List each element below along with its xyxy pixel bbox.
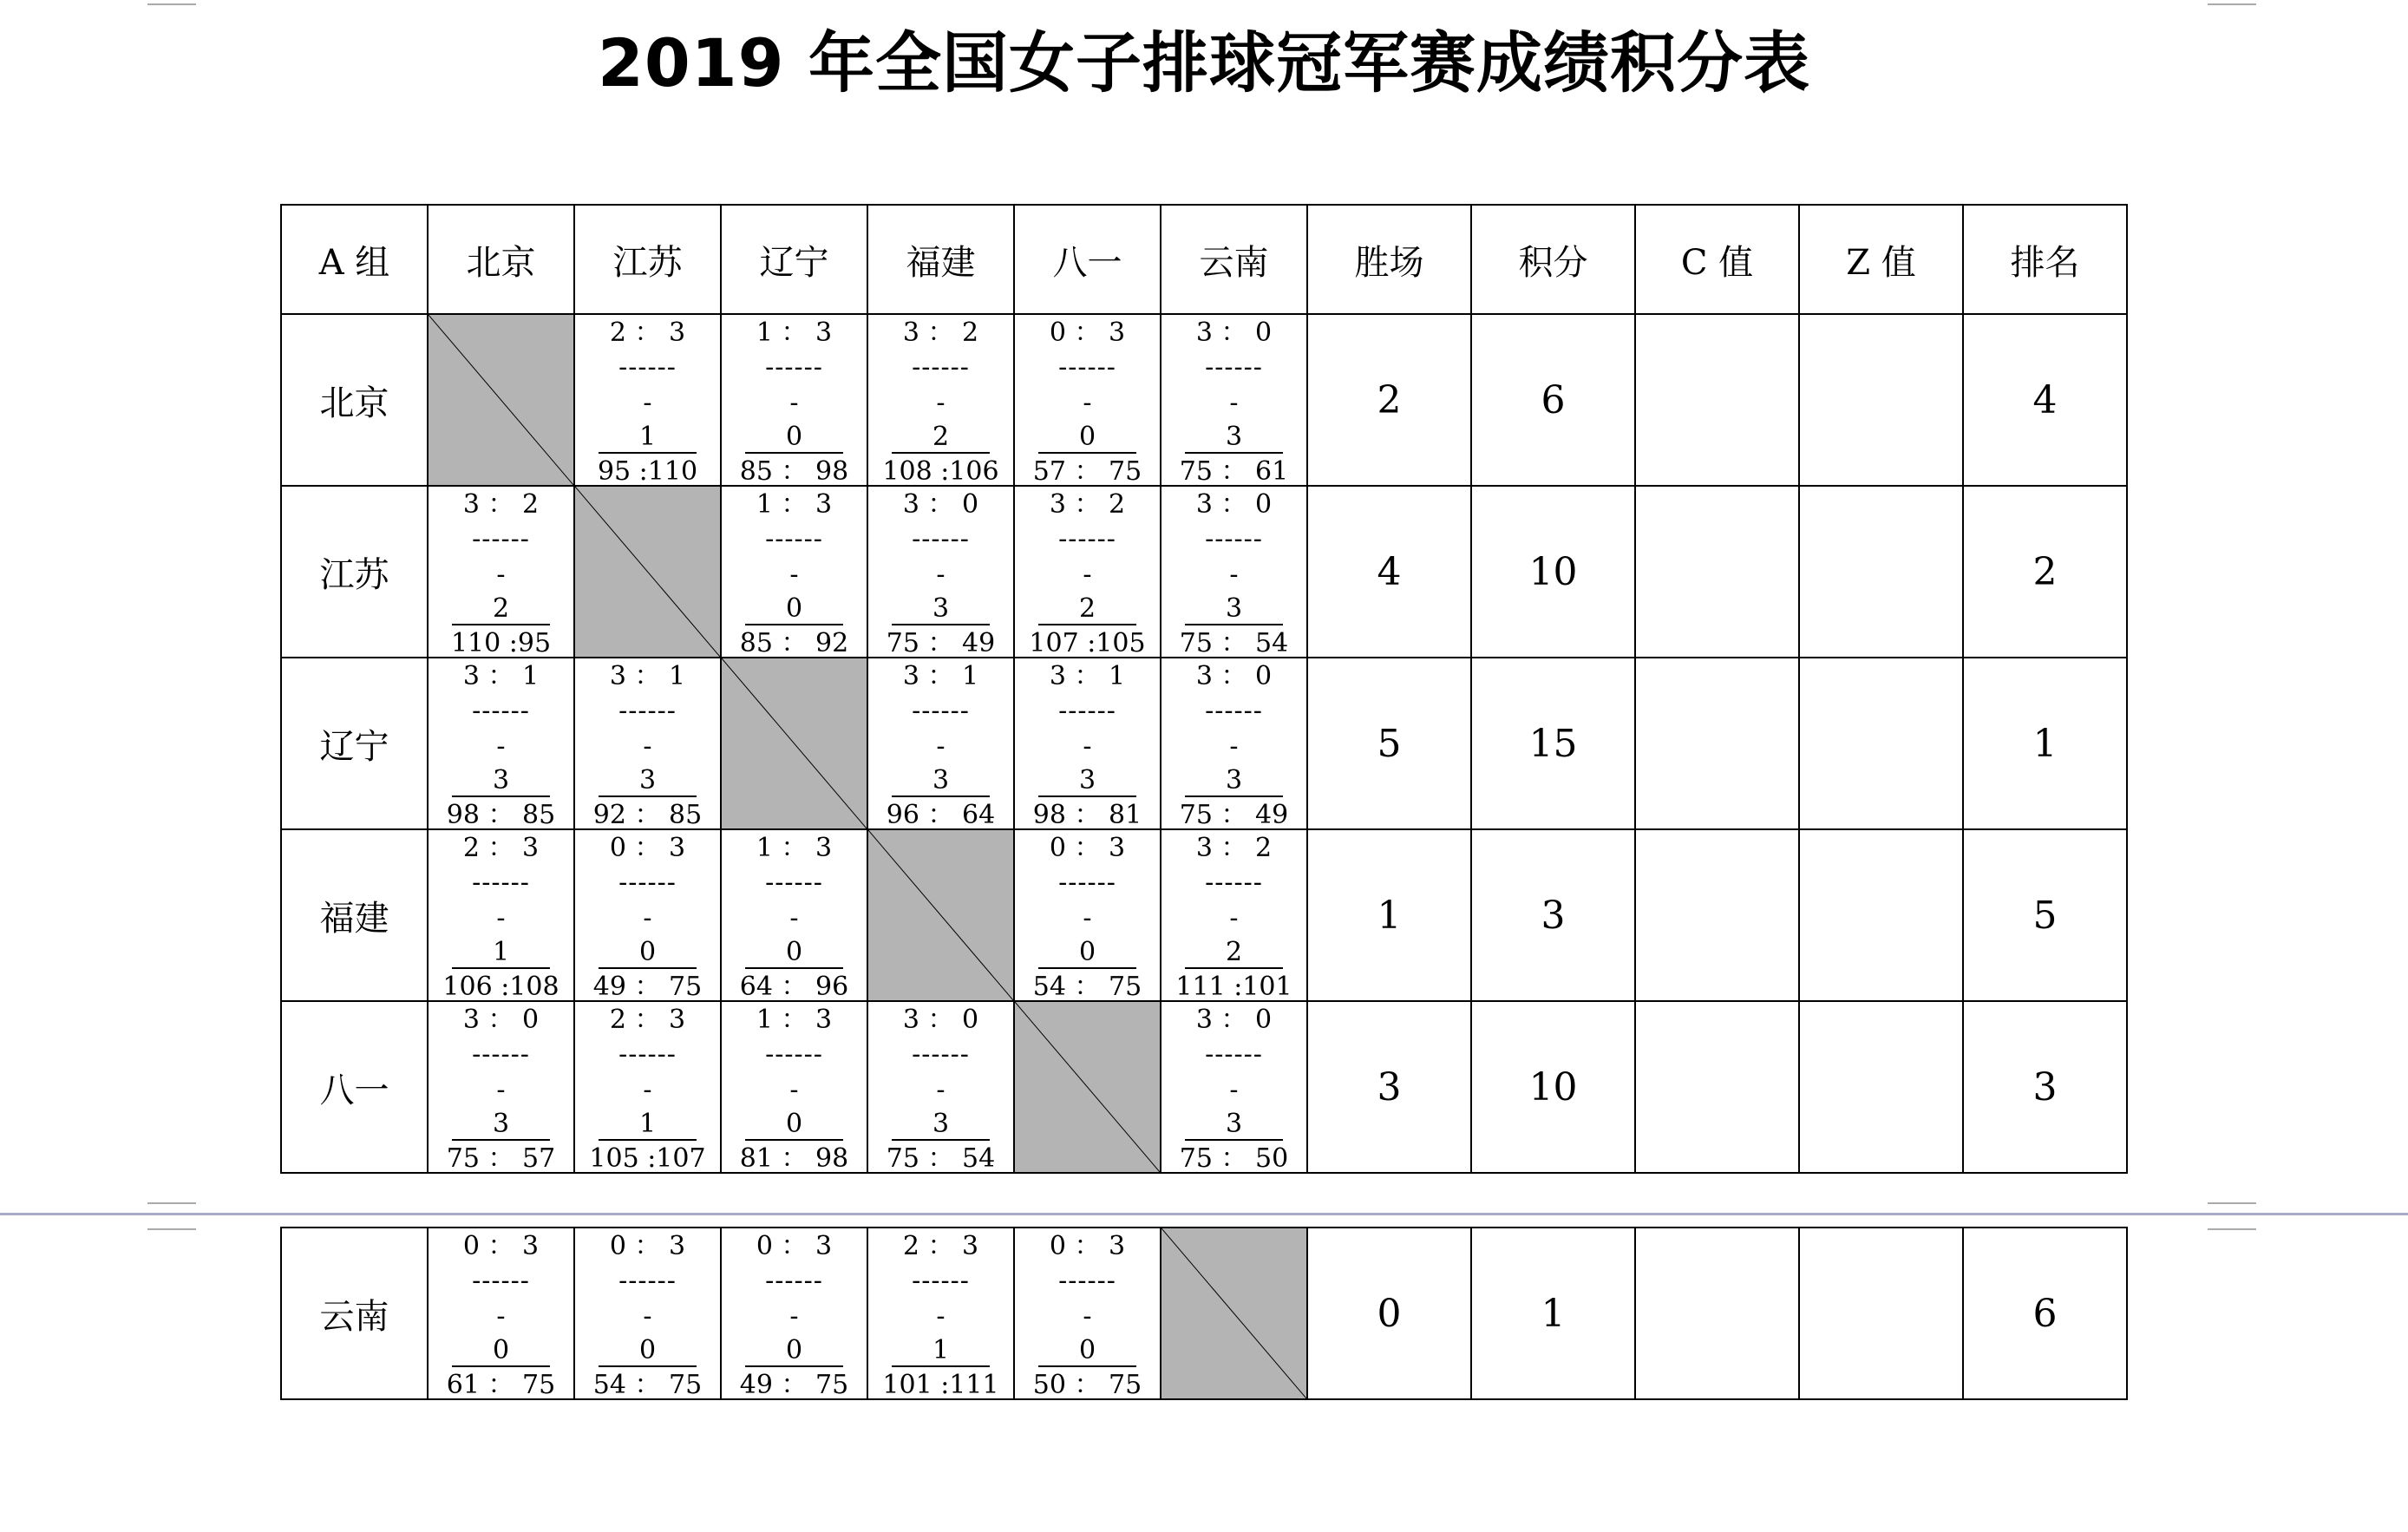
page-corner-mark bbox=[147, 1202, 196, 1230]
match-points: 2 bbox=[1078, 593, 1096, 624]
separator-dash: - bbox=[789, 388, 799, 418]
match-result-cell bbox=[721, 1228, 867, 1399]
row-team-name: 八一 bbox=[281, 1001, 428, 1173]
set-score: 0 ： 3 bbox=[609, 833, 686, 863]
set-score: 0 ： 3 bbox=[462, 1231, 540, 1261]
separator-dashes: ------ bbox=[765, 1266, 823, 1296]
wins-value: 0 bbox=[1307, 1228, 1471, 1399]
separator-dashes: ------ bbox=[1058, 524, 1116, 554]
underline bbox=[452, 1365, 551, 1367]
page-corner-mark bbox=[2208, 0, 2256, 5]
match-result-cell bbox=[574, 658, 721, 829]
set-score: 3 ： 1 bbox=[609, 661, 686, 691]
separator-dashes: ------ bbox=[1058, 1266, 1116, 1296]
set-score: 0 ： 3 bbox=[756, 1231, 833, 1261]
ball-score: 101 :111 bbox=[882, 1370, 999, 1399]
underline bbox=[1038, 967, 1137, 969]
ball-score: 75 ： 49 bbox=[1179, 800, 1289, 829]
wins-value: 1 bbox=[1307, 829, 1471, 1001]
c-value bbox=[1635, 658, 1799, 829]
ball-score: 75 ： 49 bbox=[886, 628, 996, 658]
match-result-cell bbox=[867, 658, 1014, 829]
set-score: 0 ： 3 bbox=[609, 1231, 686, 1261]
set-score: 1 ： 3 bbox=[756, 318, 833, 348]
diagonal-line bbox=[1161, 1228, 1306, 1398]
column-header: 北京 bbox=[428, 205, 574, 314]
underline bbox=[599, 967, 697, 969]
set-score: 3 ： 0 bbox=[902, 1005, 979, 1035]
separator-dashes: ------ bbox=[472, 524, 530, 554]
column-header: C 值 bbox=[1635, 205, 1799, 314]
match-points: 1 bbox=[638, 1109, 657, 1139]
self-match-cell bbox=[1014, 1001, 1161, 1173]
separator-dashes: ------ bbox=[618, 1266, 677, 1296]
separator-dashes: ------ bbox=[472, 696, 530, 726]
match-points: 3 bbox=[932, 593, 950, 624]
set-score: 3 ： 2 bbox=[462, 489, 540, 520]
separator-dash: - bbox=[643, 1301, 652, 1332]
rank-value: 6 bbox=[1963, 1228, 2127, 1399]
row-team-name: 辽宁 bbox=[281, 658, 428, 829]
rank-value: 5 bbox=[1963, 829, 2127, 1001]
separator-dash: - bbox=[1229, 388, 1239, 418]
separator-dash: - bbox=[789, 560, 799, 590]
separator-dashes: ------ bbox=[912, 1039, 970, 1070]
underline bbox=[1185, 795, 1284, 797]
match-points: 0 bbox=[785, 1335, 803, 1365]
underline bbox=[1185, 624, 1284, 625]
c-value bbox=[1635, 486, 1799, 658]
underline bbox=[599, 1139, 697, 1141]
ball-score: 49 ： 75 bbox=[739, 1370, 849, 1399]
separator-dash: - bbox=[496, 1301, 506, 1332]
table-row bbox=[281, 1228, 2127, 1399]
underline bbox=[745, 624, 844, 625]
separator-dashes: ------ bbox=[765, 867, 823, 898]
column-header: 胜场 bbox=[1307, 205, 1471, 314]
set-score: 1 ： 3 bbox=[756, 489, 833, 520]
set-score: 2 ： 3 bbox=[609, 318, 686, 348]
match-points: 0 bbox=[638, 1335, 657, 1365]
ball-score: 75 ： 54 bbox=[1179, 628, 1289, 658]
underline bbox=[892, 795, 991, 797]
ball-score: 107 :105 bbox=[1029, 628, 1146, 658]
set-score: 2 ： 3 bbox=[609, 1005, 686, 1035]
match-result-cell bbox=[1161, 658, 1307, 829]
separator-dashes: ------ bbox=[1205, 867, 1263, 898]
ball-score: 105 :107 bbox=[589, 1143, 706, 1173]
set-score: 3 ： 0 bbox=[1195, 318, 1273, 348]
separator-dashes: ------ bbox=[618, 352, 677, 383]
underline bbox=[1185, 1139, 1284, 1141]
ball-score: 64 ： 96 bbox=[739, 972, 849, 1001]
match-result-cell bbox=[574, 314, 721, 486]
match-result-cell bbox=[721, 486, 867, 658]
separator-dash: - bbox=[936, 731, 946, 762]
diagonal-line bbox=[722, 658, 867, 828]
page-corner-mark bbox=[147, 0, 196, 5]
diagonal-line bbox=[1015, 1002, 1160, 1172]
separator-dashes: ------ bbox=[1058, 352, 1116, 383]
table-row bbox=[281, 486, 2127, 658]
underline bbox=[745, 1365, 844, 1367]
match-points: 0 bbox=[1078, 937, 1096, 967]
wins-value: 2 bbox=[1307, 314, 1471, 486]
set-score: 3 ： 0 bbox=[1195, 1005, 1273, 1035]
separator-dash: - bbox=[643, 731, 652, 762]
ball-score: 95 :110 bbox=[597, 456, 698, 486]
row-team-name: 云南 bbox=[281, 1228, 428, 1399]
separator-dash: - bbox=[1083, 388, 1092, 418]
match-result-cell bbox=[428, 1001, 574, 1173]
underline bbox=[452, 624, 551, 625]
set-score: 1 ： 3 bbox=[756, 1005, 833, 1035]
match-points: 2 bbox=[932, 422, 950, 452]
underline bbox=[452, 795, 551, 797]
underline bbox=[892, 452, 991, 454]
wins-value: 5 bbox=[1307, 658, 1471, 829]
rank-value: 2 bbox=[1963, 486, 2127, 658]
c-value bbox=[1635, 1001, 1799, 1173]
match-points: 3 bbox=[1225, 765, 1243, 795]
match-result-cell bbox=[1014, 1228, 1161, 1399]
match-result-cell bbox=[428, 829, 574, 1001]
separator-dashes: ------ bbox=[618, 696, 677, 726]
match-points: 0 bbox=[785, 593, 803, 624]
ball-score: 61 ： 75 bbox=[446, 1370, 556, 1399]
underline bbox=[892, 624, 991, 625]
separator-dash: - bbox=[936, 1075, 946, 1105]
match-points: 3 bbox=[1225, 593, 1243, 624]
set-score: 3 ： 0 bbox=[1195, 489, 1273, 520]
rank-value: 3 bbox=[1963, 1001, 2127, 1173]
set-score: 3 ： 2 bbox=[902, 318, 979, 348]
match-result-cell bbox=[1014, 658, 1161, 829]
ball-score: 85 ： 98 bbox=[739, 456, 849, 486]
separator-dash: - bbox=[1083, 731, 1092, 762]
z-value bbox=[1799, 486, 1963, 658]
set-score: 3 ： 0 bbox=[462, 1005, 540, 1035]
c-value bbox=[1635, 1228, 1799, 1399]
ball-score: 75 ： 61 bbox=[1179, 456, 1289, 486]
column-header: 江苏 bbox=[574, 205, 721, 314]
z-value bbox=[1799, 658, 1963, 829]
match-result-cell bbox=[574, 1228, 721, 1399]
separator-dash: - bbox=[936, 388, 946, 418]
ball-score: 81 ： 98 bbox=[739, 1143, 849, 1173]
table-row bbox=[281, 314, 2127, 486]
separator-dashes: ------ bbox=[472, 1039, 530, 1070]
separator-dash: - bbox=[1083, 560, 1092, 590]
underline bbox=[745, 452, 844, 454]
separator-dash: - bbox=[789, 1075, 799, 1105]
set-score: 3 ： 1 bbox=[902, 661, 979, 691]
separator-dash: - bbox=[936, 560, 946, 590]
points-value: 3 bbox=[1471, 829, 1635, 1001]
match-result-cell bbox=[867, 1001, 1014, 1173]
separator-dashes: ------ bbox=[765, 524, 823, 554]
separator-dashes: ------ bbox=[912, 524, 970, 554]
match-points: 3 bbox=[638, 765, 657, 795]
column-header: 云南 bbox=[1161, 205, 1307, 314]
standings-table-continued bbox=[280, 1227, 2128, 1400]
separator-dashes: ------ bbox=[1205, 352, 1263, 383]
match-result-cell bbox=[1014, 829, 1161, 1001]
diagonal-line bbox=[575, 487, 720, 657]
page-title: 2019 年全国女子排球冠军赛成绩积分表 bbox=[598, 24, 1810, 101]
underline bbox=[452, 967, 551, 969]
separator-dashes: ------ bbox=[1058, 867, 1116, 898]
separator-dashes: ------ bbox=[472, 1266, 530, 1296]
match-points: 3 bbox=[1078, 765, 1096, 795]
set-score: 3 ： 2 bbox=[1049, 489, 1126, 520]
separator-dash: - bbox=[643, 1075, 652, 1105]
column-header: 辽宁 bbox=[721, 205, 867, 314]
separator-dashes: ------ bbox=[765, 352, 823, 383]
self-match-cell bbox=[574, 486, 721, 658]
separator-dash: - bbox=[1229, 903, 1239, 933]
match-points: 2 bbox=[492, 593, 510, 624]
z-value bbox=[1799, 314, 1963, 486]
separator-dash: - bbox=[643, 388, 652, 418]
match-points: 3 bbox=[932, 1109, 950, 1139]
underline bbox=[599, 452, 697, 454]
match-points: 0 bbox=[492, 1335, 510, 1365]
column-header: 积分 bbox=[1471, 205, 1635, 314]
set-score: 2 ： 3 bbox=[462, 833, 540, 863]
separator-dashes: ------ bbox=[912, 352, 970, 383]
separator-dashes: ------ bbox=[1205, 696, 1263, 726]
set-score: 0 ： 3 bbox=[1049, 318, 1126, 348]
separator-dashes: ------ bbox=[1058, 696, 1116, 726]
match-result-cell bbox=[721, 314, 867, 486]
underline bbox=[599, 795, 697, 797]
wins-value: 4 bbox=[1307, 486, 1471, 658]
ball-score: 57 ： 75 bbox=[1032, 456, 1142, 486]
separator-dash: - bbox=[496, 731, 506, 762]
match-result-cell bbox=[721, 829, 867, 1001]
wins-value: 3 bbox=[1307, 1001, 1471, 1173]
diagonal-line bbox=[429, 315, 573, 485]
separator-dash: - bbox=[496, 1075, 506, 1105]
points-value: 1 bbox=[1471, 1228, 1635, 1399]
underline bbox=[892, 1139, 991, 1141]
standings-table bbox=[280, 204, 2128, 1174]
match-result-cell bbox=[1161, 314, 1307, 486]
separator-dash: - bbox=[936, 1301, 946, 1332]
set-score: 3 ： 0 bbox=[902, 489, 979, 520]
ball-score: 98 ： 81 bbox=[1032, 800, 1142, 829]
separator-dashes: ------ bbox=[618, 867, 677, 898]
ball-score: 96 ： 64 bbox=[886, 800, 996, 829]
match-points: 3 bbox=[492, 1109, 510, 1139]
points-value: 10 bbox=[1471, 1001, 1635, 1173]
separator-dashes: ------ bbox=[1205, 524, 1263, 554]
match-result-cell bbox=[574, 1001, 721, 1173]
rank-value: 1 bbox=[1963, 658, 2127, 829]
table-row bbox=[281, 829, 2127, 1001]
points-value: 10 bbox=[1471, 486, 1635, 658]
match-result-cell bbox=[867, 486, 1014, 658]
ball-score: 110 :95 bbox=[450, 628, 552, 658]
match-points: 0 bbox=[785, 1109, 803, 1139]
underline bbox=[452, 1139, 551, 1141]
match-result-cell bbox=[721, 1001, 867, 1173]
set-score: 3 ： 0 bbox=[1195, 661, 1273, 691]
header-row bbox=[281, 205, 2127, 314]
underline bbox=[745, 967, 844, 969]
separator-dashes: ------ bbox=[912, 696, 970, 726]
ball-score: 111 :101 bbox=[1175, 972, 1292, 1001]
match-result-cell bbox=[1014, 314, 1161, 486]
page-break-line bbox=[0, 1213, 2408, 1215]
match-result-cell bbox=[1161, 1001, 1307, 1173]
z-value bbox=[1799, 829, 1963, 1001]
z-value bbox=[1799, 1228, 1963, 1399]
separator-dash: - bbox=[1229, 560, 1239, 590]
set-score: 3 ： 1 bbox=[1049, 661, 1126, 691]
match-points: 0 bbox=[785, 937, 803, 967]
set-score: 3 ： 2 bbox=[1195, 833, 1273, 863]
match-points: 1 bbox=[932, 1335, 950, 1365]
self-match-cell bbox=[867, 829, 1014, 1001]
separator-dash: - bbox=[643, 903, 652, 933]
column-header: Z 值 bbox=[1799, 205, 1963, 314]
match-points: 3 bbox=[492, 765, 510, 795]
underline bbox=[1038, 624, 1137, 625]
self-match-cell bbox=[721, 658, 867, 829]
column-header: A 组 bbox=[281, 205, 428, 314]
set-score: 3 ： 1 bbox=[462, 661, 540, 691]
underline bbox=[1038, 452, 1137, 454]
set-score: 0 ： 3 bbox=[1049, 833, 1126, 863]
self-match-cell bbox=[428, 314, 574, 486]
ball-score: 108 :106 bbox=[882, 456, 999, 486]
underline bbox=[1185, 452, 1284, 454]
match-result-cell bbox=[1161, 829, 1307, 1001]
separator-dash: - bbox=[789, 903, 799, 933]
ball-score: 98 ： 85 bbox=[446, 800, 556, 829]
set-score: 1 ： 3 bbox=[756, 833, 833, 863]
match-result-cell bbox=[1014, 486, 1161, 658]
ball-score: 92 ： 85 bbox=[592, 800, 703, 829]
set-score: 2 ： 3 bbox=[902, 1231, 979, 1261]
set-score: 0 ： 3 bbox=[1049, 1231, 1126, 1261]
match-result-cell bbox=[1161, 486, 1307, 658]
column-header: 排名 bbox=[1963, 205, 2127, 314]
row-team-name: 北京 bbox=[281, 314, 428, 486]
separator-dash: - bbox=[496, 560, 506, 590]
match-result-cell bbox=[428, 1228, 574, 1399]
underline bbox=[1185, 967, 1284, 969]
z-value bbox=[1799, 1001, 1963, 1173]
separator-dash: - bbox=[496, 903, 506, 933]
self-match-cell bbox=[1161, 1228, 1307, 1399]
match-points: 3 bbox=[932, 765, 950, 795]
match-points: 0 bbox=[638, 937, 657, 967]
separator-dashes: ------ bbox=[618, 1039, 677, 1070]
page-corner-mark bbox=[2208, 1202, 2256, 1230]
match-result-cell bbox=[867, 314, 1014, 486]
separator-dashes: ------ bbox=[1205, 1039, 1263, 1070]
match-points: 2 bbox=[1225, 937, 1243, 967]
separator-dash: - bbox=[1083, 1301, 1092, 1332]
match-result-cell bbox=[428, 486, 574, 658]
ball-score: 106 :108 bbox=[442, 972, 559, 1001]
ball-score: 50 ： 75 bbox=[1032, 1370, 1142, 1399]
match-result-cell bbox=[428, 658, 574, 829]
points-value: 6 bbox=[1471, 314, 1635, 486]
underline bbox=[745, 1139, 844, 1141]
underline bbox=[599, 1365, 697, 1367]
match-result-cell bbox=[574, 829, 721, 1001]
c-value bbox=[1635, 314, 1799, 486]
underline bbox=[1038, 795, 1137, 797]
separator-dash: - bbox=[1229, 731, 1239, 762]
separator-dash: - bbox=[1083, 903, 1092, 933]
ball-score: 54 ： 75 bbox=[592, 1370, 703, 1399]
separator-dash: - bbox=[1229, 1075, 1239, 1105]
match-result-cell bbox=[867, 1228, 1014, 1399]
table-row bbox=[281, 1001, 2127, 1173]
underline bbox=[1038, 1365, 1137, 1367]
match-points: 3 bbox=[1225, 1109, 1243, 1139]
rank-value: 4 bbox=[1963, 314, 2127, 486]
match-points: 1 bbox=[638, 422, 657, 452]
separator-dashes: ------ bbox=[912, 1266, 970, 1296]
separator-dashes: ------ bbox=[472, 867, 530, 898]
c-value bbox=[1635, 829, 1799, 1001]
ball-score: 49 ： 75 bbox=[592, 972, 703, 1001]
row-team-name: 福建 bbox=[281, 829, 428, 1001]
match-points: 0 bbox=[1078, 422, 1096, 452]
match-points: 0 bbox=[785, 422, 803, 452]
separator-dashes: ------ bbox=[765, 1039, 823, 1070]
ball-score: 85 ： 92 bbox=[739, 628, 849, 658]
row-team-name: 江苏 bbox=[281, 486, 428, 658]
ball-score: 75 ： 54 bbox=[886, 1143, 996, 1173]
match-points: 3 bbox=[1225, 422, 1243, 452]
table-row bbox=[281, 658, 2127, 829]
diagonal-line bbox=[868, 830, 1013, 1000]
points-value: 15 bbox=[1471, 658, 1635, 829]
ball-score: 54 ： 75 bbox=[1032, 972, 1142, 1001]
ball-score: 75 ： 50 bbox=[1179, 1143, 1289, 1173]
underline bbox=[892, 1365, 991, 1367]
separator-dash: - bbox=[789, 1301, 799, 1332]
ball-score: 75 ： 57 bbox=[446, 1143, 556, 1173]
match-points: 1 bbox=[492, 937, 510, 967]
match-points: 0 bbox=[1078, 1335, 1096, 1365]
column-header: 八一 bbox=[1014, 205, 1161, 314]
column-header: 福建 bbox=[867, 205, 1014, 314]
